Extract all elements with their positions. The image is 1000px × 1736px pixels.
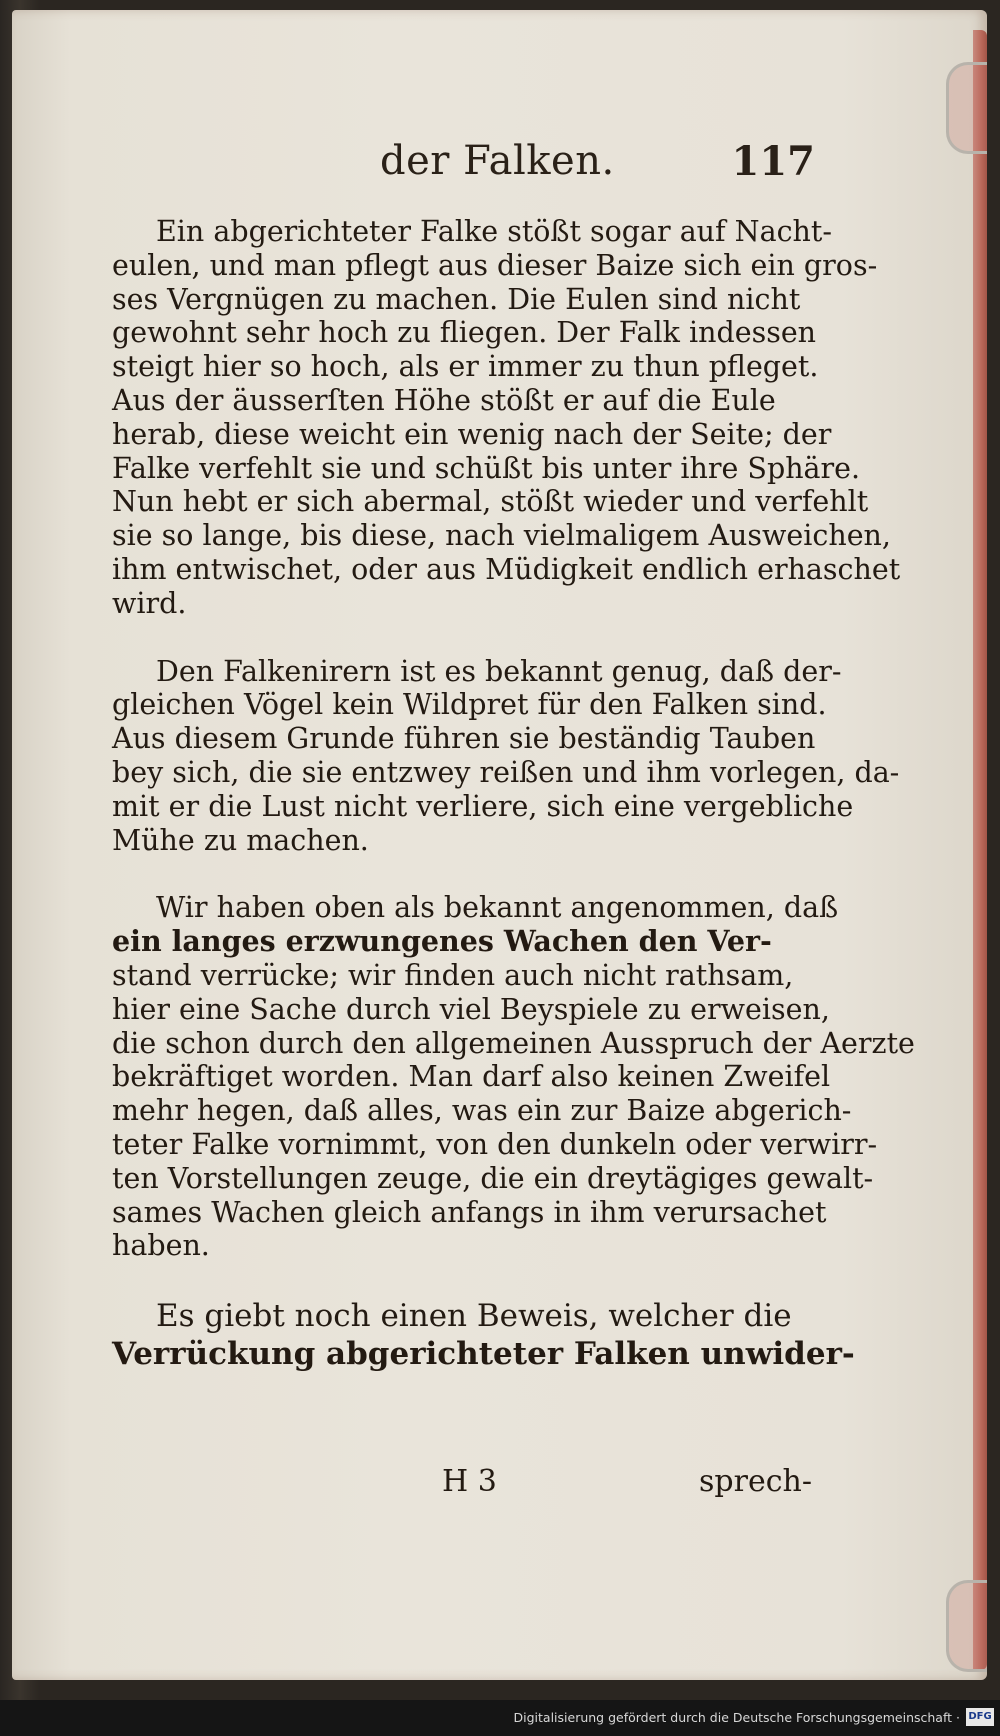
text-line: Nun hebt er sich abermal, stößt wieder und verfehlt xyxy=(112,485,869,519)
credit-bar xyxy=(0,1700,1000,1736)
text-line: Aus diesem Grunde führen sie beständig Tauben xyxy=(112,722,816,756)
text-line: Aus der äusserſten Höhe stößt er auf die Eule xyxy=(112,383,776,417)
text-line: mit er die Lust nicht verliere, sich eine vergebliche xyxy=(112,789,854,823)
text-line: gewohnt sehr hoch zu fliegen. Der Falk indessen xyxy=(112,316,817,350)
text-line: Ein abgerichteter Falke stößt sogar auf Nacht- xyxy=(156,215,832,248)
page-number: 117 xyxy=(731,138,815,185)
text-line: herab, diese weicht ein wenig nach der Seite; der xyxy=(112,417,832,451)
text-line: hier eine Sache durch viel Beyspiele zu erweisen, xyxy=(112,992,830,1026)
text-line: Wir haben oben als bekannt angenommen, daß xyxy=(156,891,839,925)
text-line: teter Falke vornimmt, von den dunkeln oder verwirr- xyxy=(112,1127,878,1161)
catchword: sprech- xyxy=(699,1464,812,1499)
running-head: der Falken. xyxy=(380,138,615,184)
text-line: steigt hier so hoch, als er immer zu thun pfleget. xyxy=(112,350,819,384)
text-line: ein langes erzwungenes Wachen den Ver- xyxy=(112,924,772,959)
text-line: Es giebt noch einen Beweis, welcher die xyxy=(156,1298,792,1335)
funding-credit: Digitalisierung gefördert durch die Deutsche Forschungsgemeinschaft · xyxy=(513,1710,960,1725)
page-footer xyxy=(112,1464,812,1504)
text-line: Mühe zu machen. xyxy=(112,823,369,857)
paragraph-3 xyxy=(112,891,915,1263)
text-line: bekräftiget worden. Man darf also keinen Zweifel xyxy=(112,1060,831,1094)
text-line: sames Wachen gleich anfangs in ihm verursachet xyxy=(112,1195,827,1229)
text-line: wird. xyxy=(112,586,187,620)
page-clip-top xyxy=(946,62,987,154)
text-line: bey sich, die sie entzwey reißen und ihm vorlegen, da- xyxy=(112,755,900,789)
text-line: ses Vergnügen zu machen. Die Eulen sind nicht xyxy=(112,282,801,316)
text-line: ihm entwischet, oder aus Müdigkeit endlich erhaschet xyxy=(112,552,901,586)
paragraph-1 xyxy=(112,215,901,621)
page-header xyxy=(95,138,815,198)
text-line: Verrückung abgerichteter Falken unwider- xyxy=(112,1336,855,1373)
text-line: stand verrücke; wir finden auch nicht rathsam, xyxy=(112,958,794,992)
text-line: gleichen Vögel kein Wildpret für den Falken sind. xyxy=(112,688,827,722)
dfg-logo: DFG xyxy=(966,1708,994,1726)
text-line: Falke verfehlt sie und schüßt bis unter ihre Sphäre. xyxy=(112,451,861,485)
text-line: die schon durch den allgemeinen Ausspruch der Aerzte xyxy=(112,1026,915,1060)
text-line: haben. xyxy=(112,1229,210,1263)
text-line: mehr hegen, daß alles, was ein zur Baize abgerich- xyxy=(112,1094,852,1128)
page-edge xyxy=(973,30,987,1670)
text-line: ten Vorstellungen zeuge, die ein dreytägiges gewalt- xyxy=(112,1161,874,1195)
text-line: sie so lange, bis diese, nach vielmaligem Ausweichen, xyxy=(112,519,891,553)
paragraph-2 xyxy=(112,654,900,858)
text-line: Den Falkenirern ist es bekannt genug, daß der- xyxy=(156,654,842,688)
paragraph-4 xyxy=(112,1297,855,1373)
body-text xyxy=(112,215,915,1373)
page-clip-bottom xyxy=(946,1580,987,1672)
signature-mark: H 3 xyxy=(442,1464,497,1499)
text-line: eulen, und man pflegt aus dieser Baize sich ein gros- xyxy=(112,248,878,282)
